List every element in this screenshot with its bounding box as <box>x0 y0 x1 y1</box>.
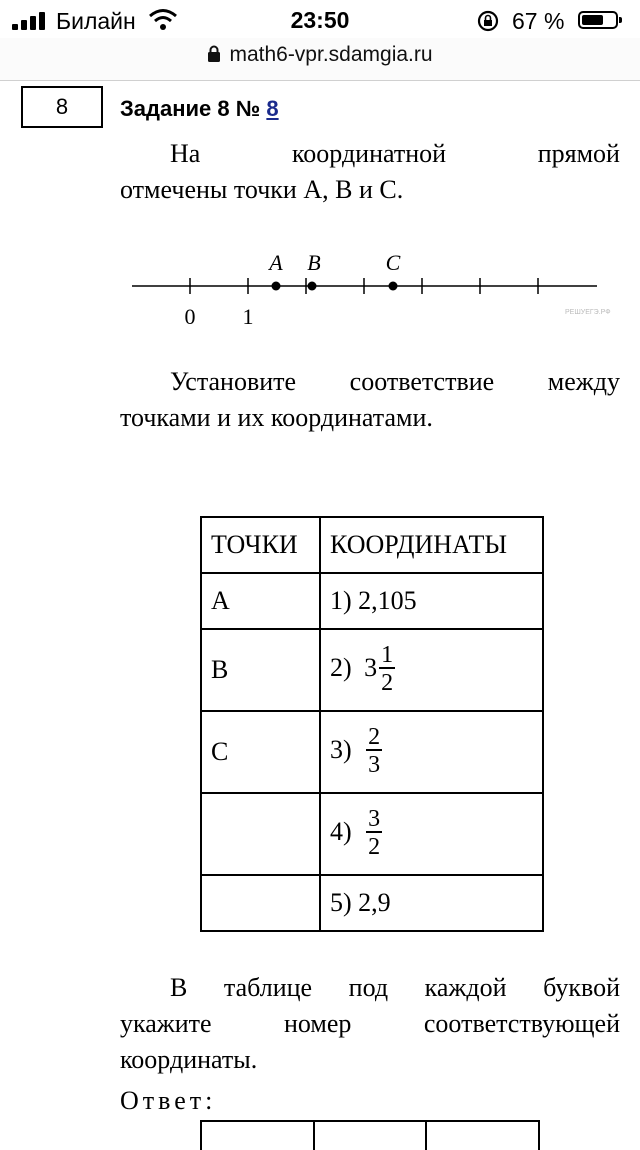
header-points: ТОЧКИ <box>201 517 320 573</box>
carrier-name: Билайн <box>56 8 136 34</box>
point-cell: C <box>201 711 320 793</box>
outro-line-3: координаты. <box>120 1045 258 1074</box>
point-cell: B <box>201 629 320 711</box>
fraction: $\frac{3}{2}$ <box>368 806 381 860</box>
point-c-dot <box>389 282 398 291</box>
coord-cell: 4) $\frac{3}{2}$ <box>320 793 543 875</box>
tick-label-0: 0 <box>184 304 196 329</box>
task-number-box: 8 <box>21 86 103 128</box>
table-header-row <box>201 517 543 573</box>
table-row <box>201 875 543 931</box>
answer-label: Ответ: <box>120 1086 217 1115</box>
task-title-text: Задание 8 № <box>120 96 261 121</box>
answer-table <box>200 1120 540 1150</box>
instruction-line-2: точками и их координатами. <box>120 403 433 432</box>
outro-paragraph <box>120 970 620 1078</box>
outro-line-2: укажите номер соответствующей <box>120 1009 620 1038</box>
task-title <box>120 96 279 122</box>
point-cell <box>201 875 320 931</box>
padlock-icon <box>207 45 221 63</box>
intro-paragraph <box>120 136 620 208</box>
fraction: $\frac{2}{3}$ <box>368 724 381 778</box>
number-line-figure <box>120 240 630 340</box>
fraction: $\frac{1}{2}$ <box>381 642 394 696</box>
task-number-link[interactable]: 8 <box>266 96 279 121</box>
point-cell: A <box>201 573 320 629</box>
point-a-dot <box>272 282 281 291</box>
address-bar[interactable] <box>0 38 640 81</box>
point-a-label: A <box>269 250 283 275</box>
watermark: РЕШУЕГЭ.РФ <box>565 309 611 316</box>
tick-label-1: 1 <box>242 304 254 329</box>
coord-cell: 5) 2,9 <box>320 875 543 931</box>
table-row <box>201 629 543 711</box>
instruction-paragraph <box>120 364 620 436</box>
rotation-lock-icon <box>477 10 499 32</box>
url-text[interactable]: math6-vpr.sdamgia.ru <box>229 43 433 66</box>
outro-line-1: В таблице под каждой буквой <box>170 973 620 1002</box>
coord-cell: 2) 3 $\frac{1}{2}$ <box>320 629 543 711</box>
answer-cell[interactable] <box>427 1122 538 1150</box>
battery-icon <box>578 11 618 29</box>
instruction-line-1: Установите соответствие между <box>170 367 620 396</box>
status-clock: 23:50 <box>290 7 350 33</box>
answer-cell[interactable] <box>315 1122 428 1150</box>
answer-cell[interactable] <box>202 1122 315 1150</box>
intro-line-2: отмечены точки A, B и C. <box>120 175 404 204</box>
matching-table <box>200 516 544 932</box>
battery-percent: 67 % <box>512 8 565 34</box>
header-coordinates: КООРДИНАТЫ <box>320 517 543 573</box>
intro-line-1: На координатной прямой <box>170 139 620 168</box>
point-b-label: B <box>307 250 321 275</box>
point-c-label: C <box>385 250 401 275</box>
status-bar <box>0 0 640 40</box>
coord-cell: 1) 2,105 <box>320 573 543 629</box>
table-row <box>201 793 543 875</box>
table-row <box>201 711 543 793</box>
table-row <box>201 573 543 629</box>
coord-cell: 3) $\frac{2}{3}$ <box>320 711 543 793</box>
point-b-dot <box>308 282 317 291</box>
point-cell <box>201 793 320 875</box>
